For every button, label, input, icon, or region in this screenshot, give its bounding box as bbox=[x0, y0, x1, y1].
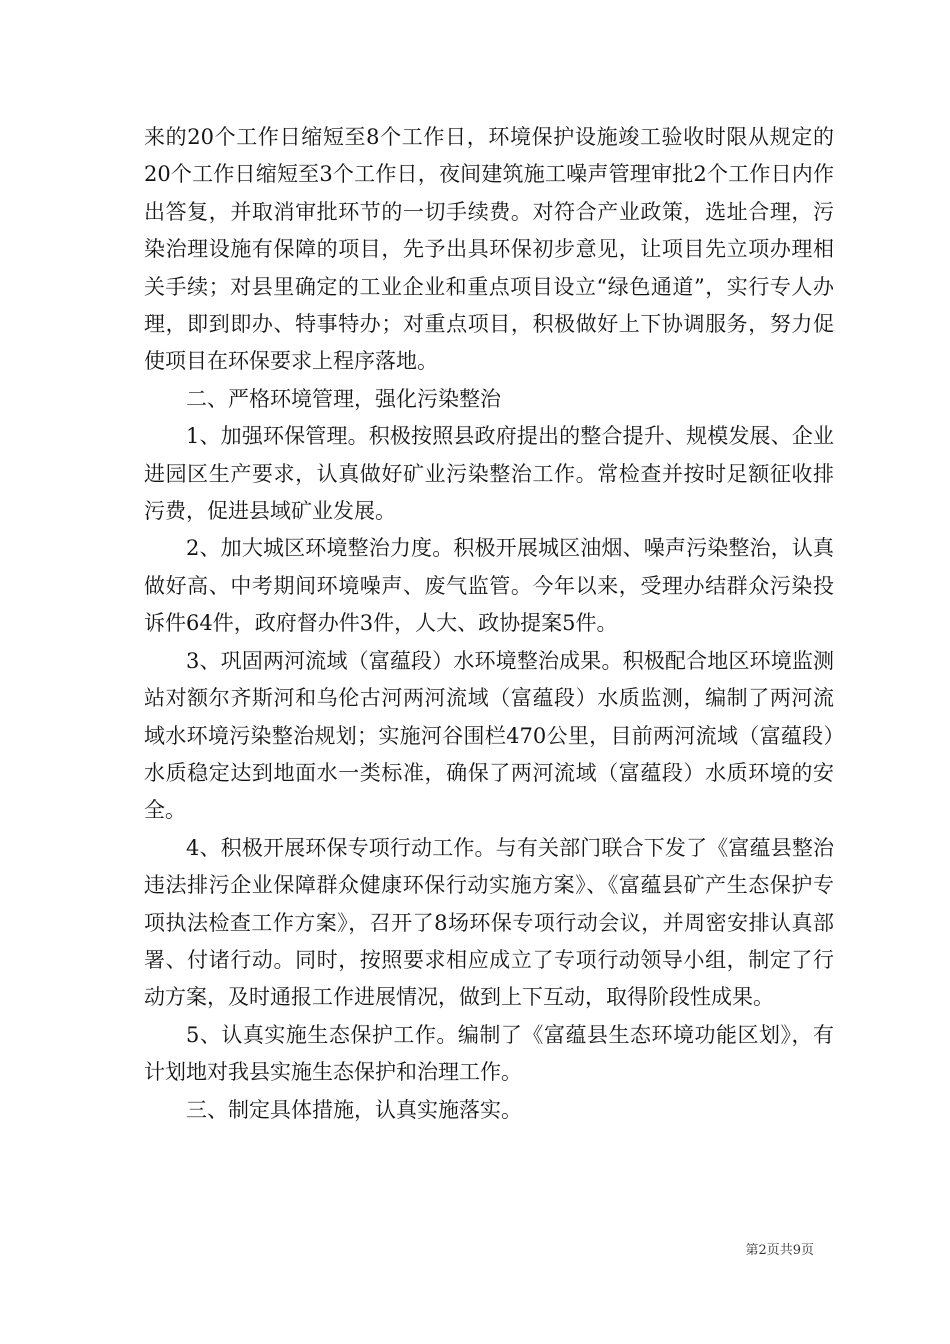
section-heading-3: 三、制定具体措施，认真实施落实。 bbox=[186, 1097, 522, 1122]
page-number-footer: 第2页共9页 bbox=[745, 1243, 814, 1258]
paragraph-item-3: 3、巩固两河流域（富蕴段）水环境整治成果。积极配合地区环境监测站对额尔齐斯河和乌伦古河两河流域（富蕴段）水质监测，编制了两河流域水环境污染整治规划；实施河谷围栏470公里，目前两河流域（富蕴段）水质稳定达到地面水一类标准，确保了两河流域（富蕴段）水质环境的安全。 bbox=[144, 648, 834, 823]
paragraph-item-1: 1、加强环保管理。积极按照县政府提出的整合提升、规模发展、企业进园区生产要求，认真做好矿业污染整治工作。常检查并按时足额征收排污费，促进县域矿业发展。 bbox=[144, 424, 834, 524]
paragraph-1: 来的20个工作日缩短至8个工作日，环境保护设施竣工验收时限从规定的20个工作日缩短至3个工作日，夜间建筑施工噪声管理审批2个工作日内作出答复，并取消审批环节的一切手续费。对符合产业政策，选址合理，污染治理设施有保障的项目，先予出具环保初步意见，让项目先立项办理相关手续；对县里确定的工业企业和重点项目设立“绿色通道”，实行专人办理，即到即办、特事特办；对重点项目，积极做好上下协调服务，努力促使项目在环保要求上程序落地。 bbox=[144, 125, 834, 374]
paragraph-item-5: 5、认真实施生态保护工作。编制了《富蕴县生态环境功能区划》，有计划地对我县实施生态保护和治理工作。 bbox=[144, 1022, 834, 1085]
paragraph-item-2: 2、加大城区环境整治力度。积极开展城区油烟、噪声污染整治，认真做好高、中考期间环境噪声、废气监管。今年以来，受理办结群众污染投诉件64件，政府督办件3件，人大、政协提案5件。 bbox=[144, 536, 834, 636]
body-text bbox=[144, 119, 834, 1129]
section-heading-2: 二、严格环境管理，强化污染整治 bbox=[186, 386, 501, 411]
paragraph-item-4: 4、积极开展环保专项行动工作。与有关部门联合下发了《富蕴县整治违法排污企业保障群众健康环保行动实施方案》、《富蕴县矿产生态保护专项执法检查工作方案》，召开了8场环保专项行动会议，并周密安排认真部署、付诸行动。同时，按照要求相应成立了专项行动领导小组，制定了行动方案，及时通报工作进展情况，做到上下互动，取得阶段性成果。 bbox=[144, 835, 834, 1010]
